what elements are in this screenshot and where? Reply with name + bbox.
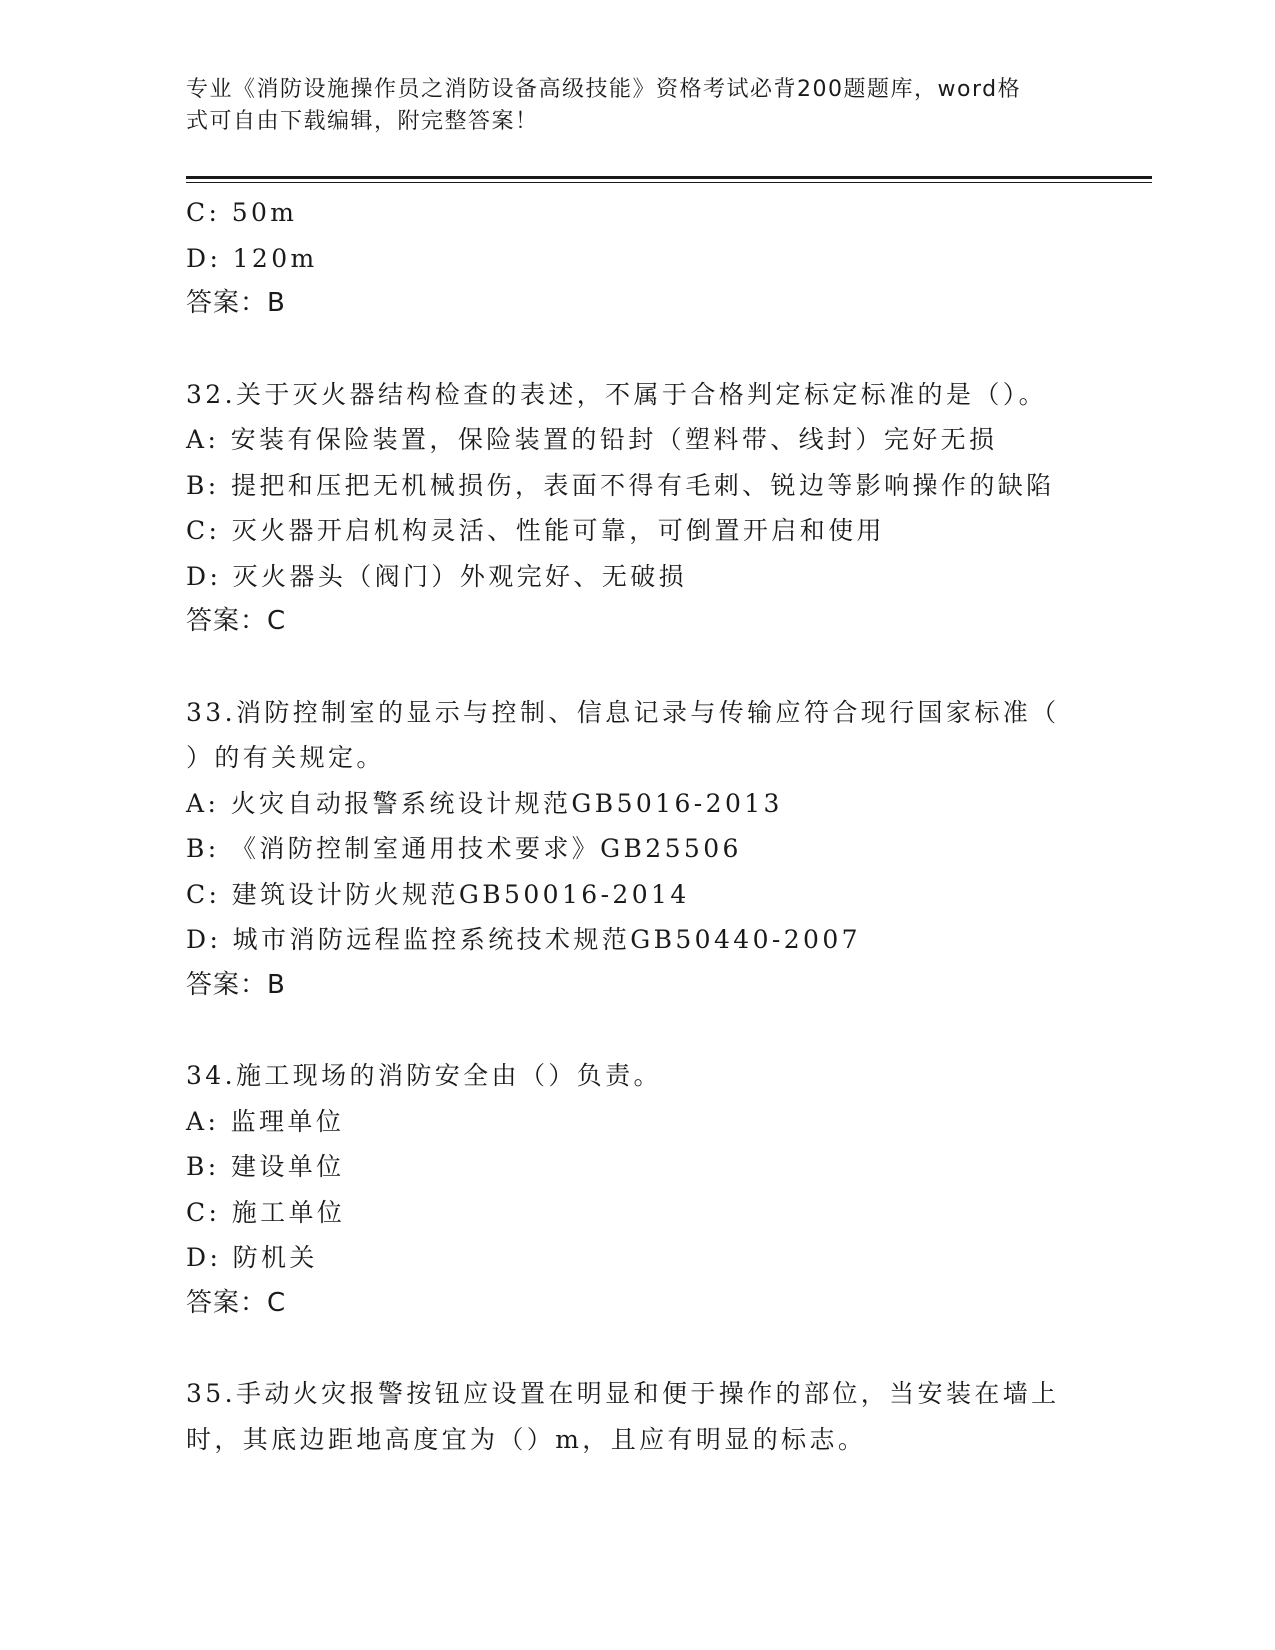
header-divider-thick <box>186 176 1152 179</box>
spacer <box>186 327 1086 372</box>
option-b: B: 提把和压把无机械损伤，表面不得有毛刺、锐边等影响操作的缺陷 <box>186 470 1055 500</box>
option-d: D: 城市消防远程监控系统技术规范GB50440-2007 <box>186 925 861 954</box>
question-33 <box>186 690 1086 1009</box>
question-stem-line-1: 33.消防控制室的显示与控制、信息记录与传输应符合现行国家标准（ <box>186 697 1060 727</box>
option-b: B: 《消防控制室通用技术要求》GB25506 <box>186 834 742 863</box>
answer-line: 答案：B <box>186 969 286 1000</box>
question-stem: 32.关于灭火器结构检查的表述，不属于合格判定标定标准的是（）。 <box>186 379 1048 409</box>
question-34 <box>186 1053 1086 1326</box>
question-list <box>186 190 1086 1462</box>
option-c: C: 建筑设计防火规范GB50016-2014 <box>186 879 690 909</box>
option-b: B: 建设单位 <box>186 1152 345 1181</box>
question-stem-line-1: 35.手动火灾报警按钮应设置在明显和便于操作的部位，当安装在墙上 <box>186 1379 1060 1408</box>
header-line-2: 式可自由下载编辑，附完整答案！ <box>186 109 539 134</box>
header-divider-thin <box>186 182 1152 183</box>
question-32 <box>186 372 1086 645</box>
question-stem-line-2: ）的有关规定。 <box>186 743 385 772</box>
option-c: C: 施工单位 <box>186 1197 346 1227</box>
option-a: A: 监理单位 <box>186 1106 345 1136</box>
spacer <box>186 645 1086 690</box>
question-35 <box>186 1371 1086 1462</box>
option-a: A: 安装有保险装置，保险装置的铅封（塑料带、线封）完好无损 <box>186 425 998 454</box>
option-d: D: 灭火器头（阀门）外观完好、无破损 <box>186 561 688 591</box>
answer-line: 答案：C <box>186 1287 287 1318</box>
option-d: D: 防机关 <box>186 1243 318 1272</box>
question-stem-line-2: 时，其底边距地高度宜为（）m，且应有明显的标志。 <box>186 1424 867 1454</box>
spacer <box>186 1008 1086 1053</box>
question-stem: 34.施工现场的消防安全由（）负责。 <box>186 1061 662 1090</box>
previous-question-tail <box>186 190 1086 327</box>
spacer <box>186 1326 1086 1371</box>
answer-line: 答案：C <box>186 606 287 636</box>
option-a: A: 火灾自动报警系统设计规范GB5016-2013 <box>186 788 783 818</box>
option-d: D: 120m <box>186 243 318 273</box>
document-header <box>186 74 1066 138</box>
option-c: C: 灭火器开启机构灵活、性能可靠，可倒置开启和使用 <box>186 516 885 545</box>
header-line-1: 专业《消防设施操作员之消防设备高级技能》资格考试必背200题题库，word格 <box>186 77 1022 102</box>
option-c: C: 50m <box>186 198 298 227</box>
answer-line: 答案：B <box>186 288 286 318</box>
